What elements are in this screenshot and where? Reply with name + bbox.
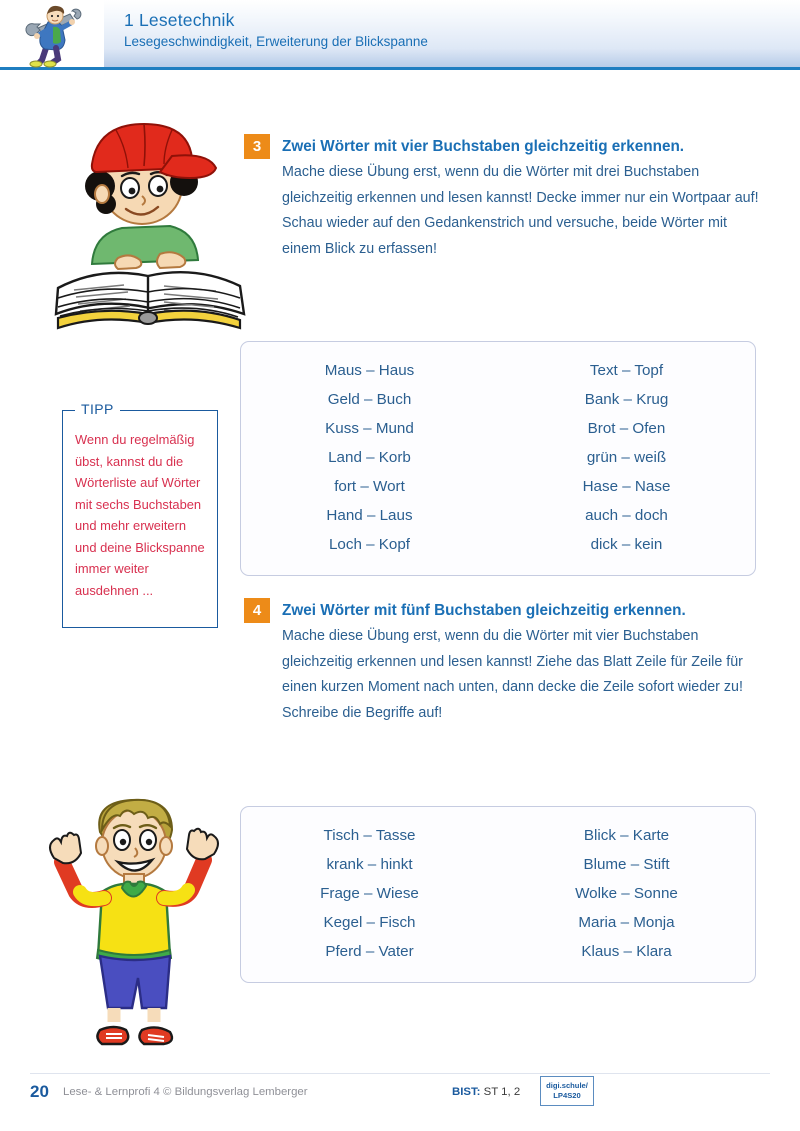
wordpair: Geld – Buch: [327, 391, 412, 408]
digi-schule-line2: LP4S20: [553, 1091, 581, 1100]
wordpair: krank – hinkt: [326, 856, 413, 873]
wordpair: Kegel – Fisch: [323, 914, 416, 931]
digi-schule-line1: digi.schule/: [546, 1081, 588, 1090]
bist-value-text: ST 1, 2: [483, 1086, 521, 1098]
exercise-4-number-badge: 4: [244, 598, 270, 623]
wordpair: Blick – Karte: [583, 827, 670, 844]
wordpair: grün – weiß: [586, 449, 667, 466]
wordpair: Bank – Krug: [584, 391, 669, 408]
running-boy-with-wrench-icon: [8, 2, 100, 68]
wordpair: Loch – Kopf: [328, 536, 411, 553]
wordpair: Wolke – Sonne: [575, 885, 678, 902]
exercise-4-description: Mache diese Übung erst, wenn du die Wörter mit vier Buchstaben gleichzeitig erkennen und lesen kannst! Ziehe das Blatt Zeile für Zeile für einen kurzen Moment nach unten, dann decke die Zeile sofort wieder zu! Schreibe die Begriffe auf!: [282, 628, 743, 721]
wordpair: dick – kein: [590, 536, 663, 553]
wordpair: Brot – Ofen: [587, 420, 666, 437]
wordpair: Tisch – Tasse: [323, 827, 416, 844]
wordpair: Maria – Monja: [578, 914, 675, 931]
bist-label: BIST:: [452, 1086, 481, 1098]
tipp-box: [62, 401, 218, 628]
wordpair: auch – doch: [585, 507, 668, 524]
wordpair: Blume – Stift: [583, 856, 670, 873]
wordpair: Land – Korb: [328, 449, 411, 466]
wordpair: Pferd – Vater: [325, 943, 414, 960]
exercise-3-number-badge: 3: [244, 134, 270, 159]
wordpair-column-left: [241, 356, 498, 559]
header-rule: [0, 67, 800, 70]
wordpair: fort – Wort: [334, 478, 405, 495]
page-number: 20: [30, 1082, 49, 1101]
wordpair-column-right: [498, 821, 755, 966]
page-header: [0, 0, 800, 72]
footer-imprint: Lese- & Lernprofi 4 © Bildungsverlag Lemberger: [63, 1086, 308, 1098]
boy-with-raised-arms-illustration: [38, 788, 230, 1052]
exercise-3-title: Zwei Wörter mit vier Buchstaben gleichzeitig erkennen.: [282, 138, 685, 155]
boy-reading-book-illustration: [52, 112, 252, 344]
tipp-label: TIPP: [75, 400, 120, 418]
wordpair: Kuss – Mund: [325, 420, 414, 437]
wordpair: Hase – Nase: [582, 478, 671, 495]
footer-divider: [30, 1073, 770, 1074]
exercise-4-title: Zwei Wörter mit fünf Buchstaben gleichzeitig erkennen.: [282, 602, 686, 619]
wordpair: Frage – Wiese: [320, 885, 419, 902]
wordpair-column-right: [498, 356, 755, 559]
exercise-4: [244, 598, 760, 726]
wordpair: Maus – Haus: [324, 362, 415, 379]
wordpair-box-exercise-4: [240, 806, 756, 983]
wordpair: Klaus – Klara: [581, 943, 672, 960]
digi-schule-code-box[interactable]: [540, 1076, 594, 1106]
exercise-3-description: Mache diese Übung erst, wenn du die Wörter mit drei Buchstaben gleichzeitig erkennen und lesen kannst! Decke immer nur ein Wortpaar auf! Schau wieder auf den Gedankenstrich und versuche, beide Wörter mit einem Blick zu erfassen!: [282, 164, 759, 257]
tipp-text: Wenn du regelmäßig übst, kannst du die Wörterliste auf Wörter mit sechs Buchstaben und mehr erweitern und deine Blickspanne immer weiter ausdehnen ...: [75, 432, 205, 598]
bist-reference: [452, 1086, 520, 1098]
wordpair: Hand – Laus: [326, 507, 413, 524]
page-subtitle: Lesegeschwindigkeit, Erweiterung der Blickspanne: [124, 34, 428, 49]
wordpair-box-exercise-3: [240, 341, 756, 576]
page-title: 1 Lesetechnik: [124, 10, 235, 30]
exercise-3: [244, 134, 760, 262]
wordpair-column-left: [241, 821, 498, 966]
wordpair: Text – Topf: [589, 362, 664, 379]
page-footer: [0, 1073, 800, 1131]
header-text-group: [124, 8, 724, 52]
